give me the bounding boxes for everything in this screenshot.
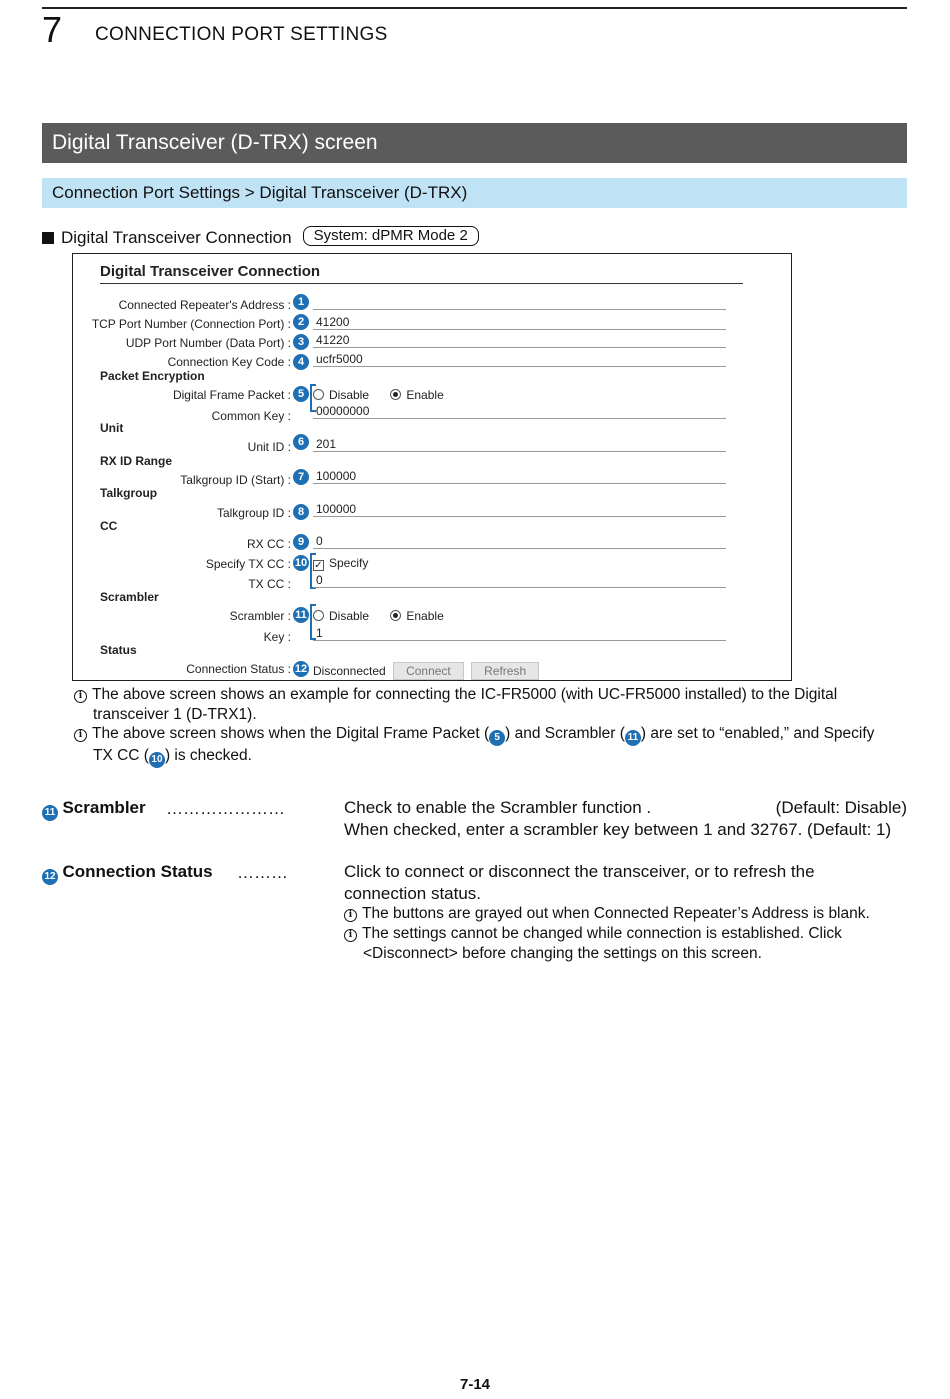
item-description: connection status.: [344, 884, 482, 903]
key-code-label: Connection Key Code :: [167, 355, 291, 369]
unit-id-input[interactable]: 201: [313, 438, 726, 452]
udp-port-input[interactable]: 41220: [313, 334, 726, 348]
tx-cc-label: TX CC :: [248, 577, 291, 591]
refresh-button[interactable]: Refresh: [471, 662, 539, 680]
repeater-address-label: Connected Repeater's Address :: [118, 298, 291, 312]
breadcrumb: Connection Port Settings > Digital Transceiver (D-TRX): [42, 178, 907, 208]
subheading-text: Digital Transceiver Connection: [61, 228, 292, 247]
item-connection-status: [42, 862, 213, 885]
item-dots: ………: [237, 863, 288, 882]
group-scrambler: Scrambler: [100, 590, 159, 604]
screenshot-title-rule: [100, 283, 743, 284]
common-key-input[interactable]: 00000000: [313, 405, 726, 419]
callout-number: 8: [293, 504, 309, 520]
scrambler-disable[interactable]: Disable: [313, 609, 369, 623]
group-packet-encryption: Packet Encryption: [100, 369, 205, 383]
udp-port-label: UDP Port Number (Data Port) :: [125, 336, 291, 350]
checkbox-checked-icon: ✓: [314, 560, 323, 571]
item-term: Connection Status: [62, 862, 213, 881]
rx-cc-label: RX CC :: [246, 537, 291, 551]
item-term: Scrambler: [62, 798, 146, 817]
note-2: i The above screen shows when the Digital Frame Packet ( 5 ) and Scrambler ( 11 ) are set to “enabled,” and Specify TX CC ( 10 ) is checked.: [74, 724, 914, 768]
item-dots: …………………: [166, 799, 285, 818]
specify-tx-cc-label: Specify TX CC :: [205, 557, 291, 571]
callout-number: 9: [293, 534, 309, 550]
item-note: i The buttons are grayed out when Connected Repeater’s Address is blank.: [344, 904, 870, 924]
unit-id-label: Unit ID :: [247, 440, 291, 454]
header-rule: [42, 7, 907, 9]
group-status: Status: [100, 643, 137, 657]
item-note: i The settings cannot be changed while connection is established. Click <Disconnect> before changing the settings on this screen.: [344, 924, 842, 963]
repeater-address-input[interactable]: [313, 296, 726, 310]
connect-button[interactable]: Connect: [393, 662, 464, 680]
item-description: Click to connect or disconnect the transceiver, or to refresh the: [344, 862, 815, 881]
callout-number: 7: [293, 469, 309, 485]
callout-number: 2: [293, 314, 309, 330]
callout-number: 3: [293, 334, 309, 350]
radio-icon: [313, 389, 324, 400]
item-default: (Default: Disable): [775, 798, 907, 817]
talkgroup-id-input[interactable]: 100000: [313, 503, 726, 517]
info-icon: i: [74, 690, 87, 703]
key-input[interactable]: 1: [313, 627, 726, 641]
connection-status-row: [313, 662, 539, 680]
callout-number: 1: [293, 294, 309, 310]
item-description: Check to enable the Scrambler function .: [344, 798, 652, 817]
tx-cc-input[interactable]: 0: [313, 574, 726, 588]
callout-number: 11: [293, 607, 309, 623]
frame-packet-enable[interactable]: Enable: [390, 388, 443, 402]
group-talkgroup: Talkgroup: [100, 486, 158, 500]
connection-status-label: Connection Status :: [186, 662, 291, 676]
group-rx-id-range: RX ID Range: [100, 454, 173, 468]
screenshot-title: Digital Transceiver Connection: [100, 263, 321, 280]
scrambler-label: Scrambler :: [229, 609, 291, 623]
key-code-input[interactable]: ucfr5000: [313, 353, 726, 367]
rx-cc-input[interactable]: 0: [313, 535, 726, 549]
frame-packet-disable[interactable]: Disable: [313, 388, 369, 402]
chapter-title: CONNECTION PORT SETTINGS: [95, 24, 388, 45]
tcp-port-input[interactable]: 41200: [313, 316, 726, 330]
frame-packet-label: Digital Frame Packet :: [172, 388, 291, 402]
key-label: Key :: [263, 630, 291, 644]
note-1: i The above screen shows an example for connecting the IC-FR5000 (with UC-FR5000 installed) to the Digital transceiver 1 (D-TRX1).: [74, 685, 904, 724]
system-badge: System: dPMR Mode 2: [303, 226, 479, 246]
radio-icon: [313, 610, 324, 621]
info-icon: i: [344, 929, 357, 942]
connection-status-value: Disconnected: [313, 664, 386, 678]
section-title: Digital Transceiver (D-TRX) screen: [42, 123, 907, 163]
talkgroup-start-input[interactable]: 100000: [313, 470, 726, 484]
chapter-number: 7: [42, 9, 63, 50]
frame-packet-options: [313, 388, 462, 402]
info-icon: i: [74, 729, 87, 742]
callout-number: 6: [293, 434, 309, 450]
item-description: When checked, enter a scrambler key between 1 and 32767. (Default: 1): [344, 820, 892, 839]
item-scrambler: [42, 798, 146, 821]
talkgroup-id-label: Talkgroup ID :: [216, 506, 291, 520]
callout-number: 10: [294, 557, 308, 569]
group-unit: Unit: [100, 421, 124, 435]
square-bullet-icon: [42, 232, 54, 244]
tcp-port-label: TCP Port Number (Connection Port) :: [91, 317, 291, 331]
common-key-label: Common Key :: [211, 409, 291, 423]
specify-tx-cc-checkbox[interactable]: ✓ Specify: [314, 556, 369, 571]
item-number: 12: [42, 869, 58, 885]
page-number: 7-14: [459, 1376, 491, 1393]
scrambler-options: [313, 609, 462, 623]
callout-number: 5: [293, 386, 309, 402]
subheading: [42, 228, 479, 248]
callout-number: 12: [294, 663, 308, 675]
group-cc: CC: [100, 519, 118, 533]
radio-selected-icon: [390, 389, 401, 400]
settings-screenshot: [72, 253, 792, 681]
item-number: 11: [42, 805, 58, 821]
scrambler-enable[interactable]: Enable: [390, 609, 443, 623]
talkgroup-start-label: Talkgroup ID (Start) :: [180, 473, 291, 487]
info-icon: i: [344, 909, 357, 922]
callout-number: 4: [293, 354, 309, 370]
radio-selected-icon: [390, 610, 401, 621]
